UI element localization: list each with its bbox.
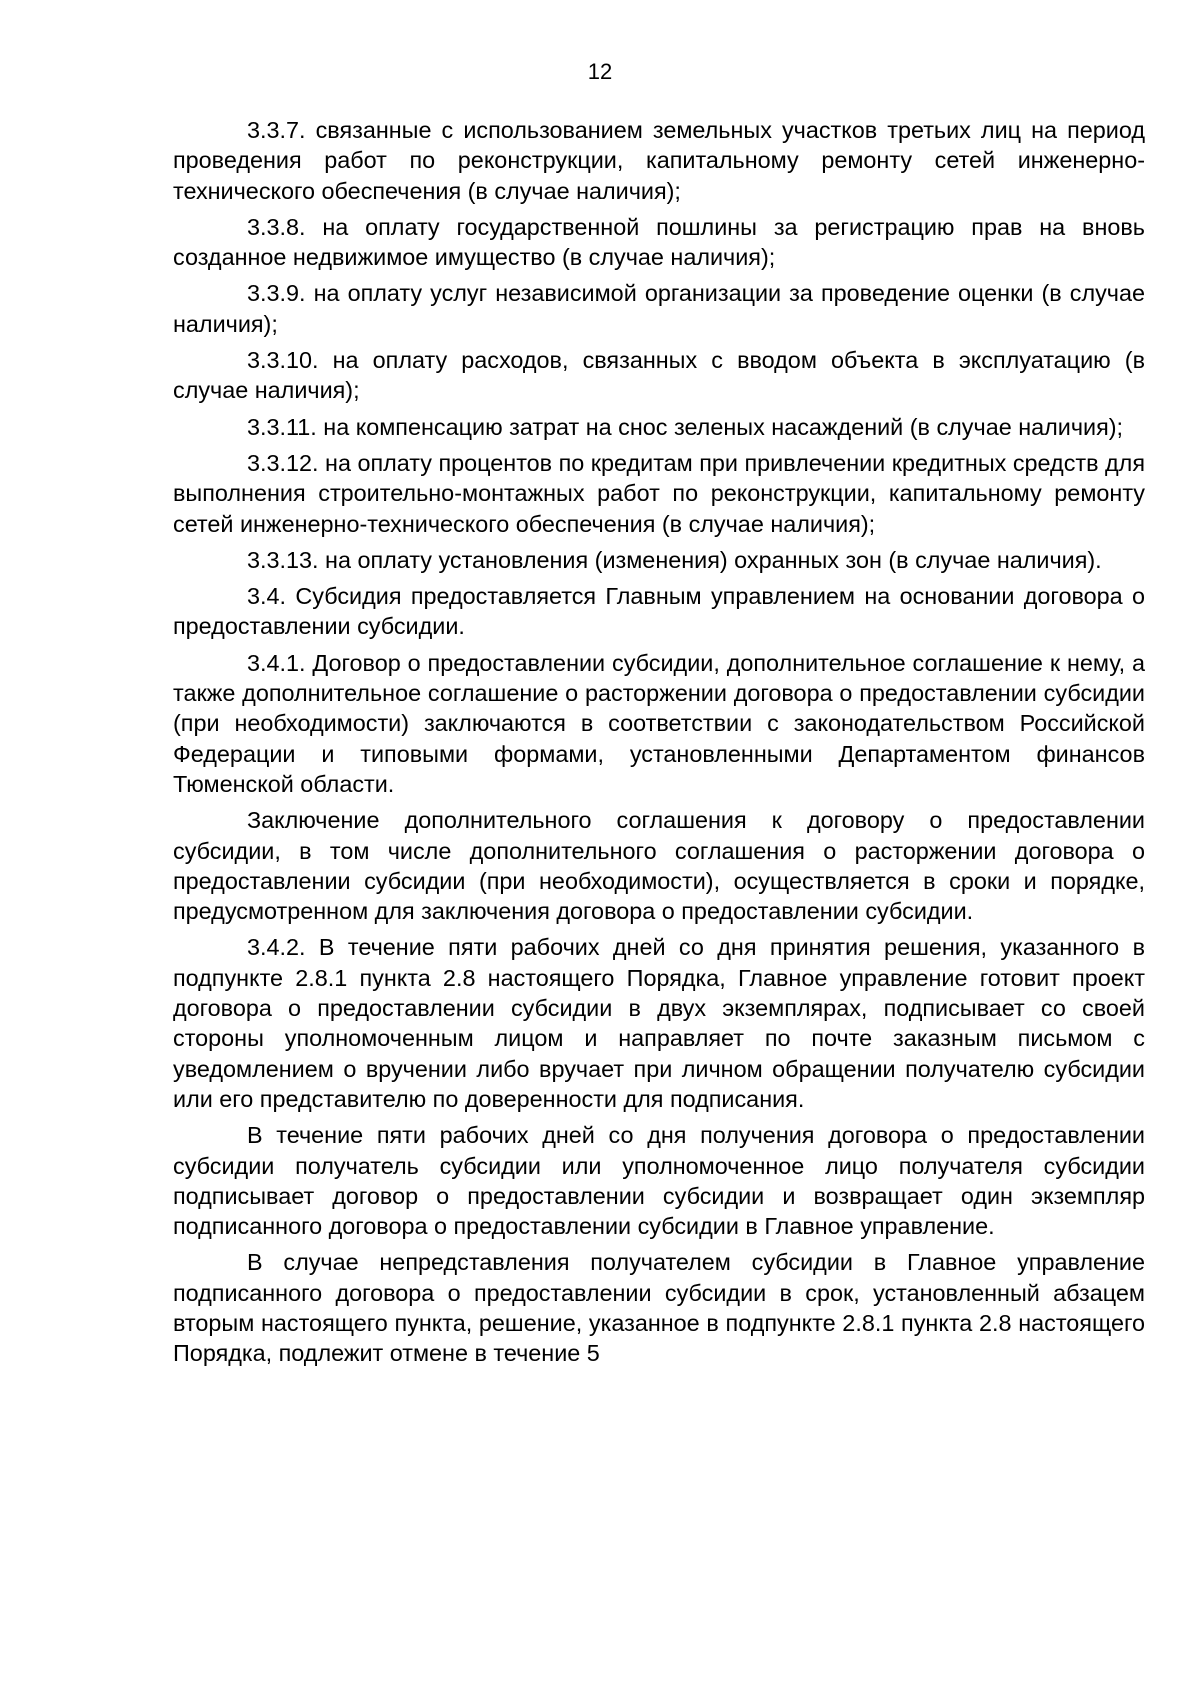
paragraph-3-3-8: 3.3.8. на оплату государственной пошлины за регистрацию прав на вновь созданное недвижимое имущество (в случае наличия);: [173, 213, 1145, 271]
paragraph-3-3-11: 3.3.11. на компенсацию затрат на снос зеленых насаждений (в случае наличия);: [247, 413, 1124, 440]
paragraph-3-4-1: 3.4.1. Договор о предоставлении субсидии, дополнительное соглашение к нему, а также дополнительное соглашение о расторжении договора о предоставлении субсидии (при необходимости) заключаются в соответствии с законодательством Российской Федерации и типовыми формами, установленными Департаментом финансов Тюменской области.: [173, 649, 1145, 797]
paragraph-3-4: 3.4. Субсидия предоставляется Главным управлением на основании договора о предоставлении субсидии.: [173, 583, 1145, 640]
paragraph-3-3-10: 3.3.10. на оплату расходов, связанных с вводом объекта в эксплуатацию (в случае наличия);: [173, 347, 1145, 404]
paragraph-3-3-13: 3.3.13. на оплату установления (изменения) охранных зон (в случае наличия).: [247, 546, 1102, 573]
paragraph-3-3-12: 3.3.12. на оплату процентов по кредитам при привлечении кредитных средств для выполнения строительно-монтажных работ по реконструкции, капитальному ремонту сетей инженерно-технического обеспечения (в случае наличия);: [173, 449, 1145, 537]
paragraph-3-4-2: 3.4.2. В течение пяти рабочих дней со дня принятия решения, указанного в подпункте 2.8.1 пункта 2.8 настоящего Порядка, Главное управление готовит проект договора о предоставлении субсидии в двух экземплярах, подписывает со своей стороны уполномоченным лицом и направляет по почте заказным письмом с уведомлением о вручении либо вручает при личном обращении получателю субсидии или его представителю по доверенности для подписания.: [173, 934, 1145, 1112]
paragraph-3-4-1-conclusion: Заключение дополнительного соглашения к договору о предоставлении субсидии, в том числе дополнительного соглашения о расторжении договора о предоставлении субсидии (при необходимости), осуществляется в сроки и порядке, предусмотренном для заключения договора о предоставлении субсидии.: [173, 807, 1145, 925]
paragraph-3-3-7: 3.3.7. связанные с использованием земельных участков третьих лиц на период проведения работ по реконструкции, капитальному ремонту сетей инженерно-технического обеспечения (в случае наличия);: [173, 117, 1145, 204]
page-number: 12: [587, 59, 613, 84]
document-body: [173, 115, 1145, 1375]
paragraph-3-3-9: 3.3.9. на оплату услуг независимой организации за проведение оценки (в случае наличия);: [173, 280, 1145, 337]
paragraph-3-4-2-signing: В течение пяти рабочих дней со дня получения договора о предоставлении субсидии получатель субсидии или уполномоченное лицо получателя субсидии подписывает договор о предоставлении субсидии и возвращает один экземпляр подписанного договора о предоставлении субсидии в Главное управление.: [173, 1122, 1145, 1240]
paragraph-3-4-2-nonsubmission: В случае непредставления получателем субсидии в Главное управление подписанного договора о предоставлении субсидии в срок, установленный абзацем вторым настоящего пункта, решение, указанное в подпункте 2.8.1 пункта 2.8 настоящего Порядка, подлежит отмене в течение 5: [173, 1249, 1145, 1367]
